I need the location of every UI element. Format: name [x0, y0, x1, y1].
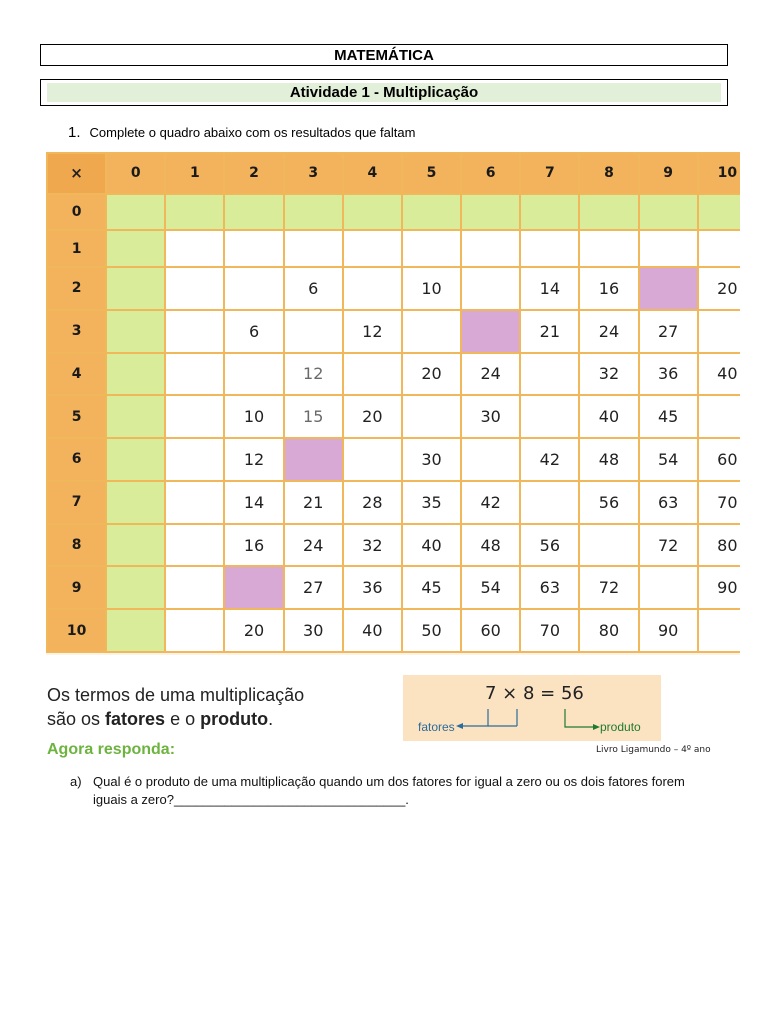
- subject-title-box: [40, 44, 728, 66]
- table-cell: [165, 310, 224, 353]
- table-cell: 45: [639, 395, 698, 438]
- table-cell: [343, 267, 402, 310]
- table-cell: [106, 230, 165, 267]
- terms-line-2: [47, 707, 304, 731]
- table-cell: 12: [224, 438, 283, 481]
- row-header: 8: [47, 524, 106, 567]
- table-cell: [698, 310, 740, 353]
- table-cell: 20: [343, 395, 402, 438]
- column-header: 4: [343, 153, 402, 194]
- terms-middle: e o: [165, 709, 201, 729]
- answer-section-title: Agora responda:: [47, 741, 176, 758]
- row-header: 5: [47, 395, 106, 438]
- instruction-text: Complete o quadro abaixo com os resultados que faltam: [89, 125, 416, 140]
- activity-title: Atividade 1 - Multiplicação: [289, 84, 479, 101]
- table-cell: 6: [224, 310, 283, 353]
- row-header: 2: [47, 267, 106, 310]
- highlighted-cell: [461, 310, 520, 353]
- table-cell: 21: [520, 310, 579, 353]
- table-cell: 90: [698, 566, 740, 609]
- table-cell: [402, 310, 461, 353]
- table-cell: 12: [343, 310, 402, 353]
- table-cell: 48: [579, 438, 638, 481]
- table-cell: 10: [224, 395, 283, 438]
- table-cell: 54: [461, 566, 520, 609]
- table-cell: 27: [284, 566, 343, 609]
- table-cell: 14: [224, 481, 283, 524]
- table-cell: 24: [579, 310, 638, 353]
- table-cell: [106, 609, 165, 652]
- highlighted-cell: [284, 438, 343, 481]
- table-cell: [165, 481, 224, 524]
- column-header: 8: [579, 153, 638, 194]
- table-cell: [284, 310, 343, 353]
- table-cell: [461, 194, 520, 231]
- table-cell: [106, 566, 165, 609]
- produto-label: produto: [600, 720, 641, 734]
- table-cell: [402, 194, 461, 231]
- table-cell: [402, 395, 461, 438]
- column-header: 6: [461, 153, 520, 194]
- table-cell: [520, 230, 579, 267]
- table-cell: 24: [284, 524, 343, 567]
- produto-arrow-line: [565, 709, 593, 727]
- row-header: 3: [47, 310, 106, 353]
- table-row: [47, 230, 740, 267]
- table-cell: 32: [579, 353, 638, 396]
- terms-prefix: são os: [47, 709, 106, 729]
- activity-title-band: [47, 83, 721, 102]
- table-cell: 36: [639, 353, 698, 396]
- instruction-number: 1.: [68, 124, 81, 141]
- question-label: a): [70, 774, 82, 789]
- source-citation: Livro Ligamundo – 4º ano: [596, 745, 711, 755]
- table-cell: [106, 194, 165, 231]
- table-cell: 63: [520, 566, 579, 609]
- table-cell: 20: [402, 353, 461, 396]
- multiplication-table-wrapper: [46, 152, 740, 655]
- table-cell: 70: [698, 481, 740, 524]
- table-cell: [343, 438, 402, 481]
- table-row: [47, 310, 740, 353]
- table-cell: [343, 353, 402, 396]
- highlighted-cell: [224, 566, 283, 609]
- table-cell: [284, 230, 343, 267]
- table-cell: 90: [639, 609, 698, 652]
- table-cell: 40: [579, 395, 638, 438]
- table-cell: 56: [579, 481, 638, 524]
- table-cell: 42: [461, 481, 520, 524]
- table-cell: 63: [639, 481, 698, 524]
- table-cell: 50: [402, 609, 461, 652]
- table-cell: [639, 230, 698, 267]
- table-cell: [579, 230, 638, 267]
- fatores-label: fatores: [418, 720, 455, 734]
- table-cell: [165, 230, 224, 267]
- table-cell: 40: [698, 353, 740, 396]
- produto-arrow-head: [593, 724, 600, 730]
- fatores-arrow-head: [456, 723, 463, 729]
- row-header: 10: [47, 609, 106, 652]
- column-header: 2: [224, 153, 283, 194]
- table-cell: [461, 267, 520, 310]
- table-row: [47, 395, 740, 438]
- table-cell: [698, 609, 740, 652]
- column-header: 10: [698, 153, 740, 194]
- terms-explanation: [47, 683, 304, 731]
- table-cell: 45: [402, 566, 461, 609]
- table-cell: 54: [639, 438, 698, 481]
- column-header: 9: [639, 153, 698, 194]
- question-text: Qual é o produto de uma multiplicação quando um dos fatores for igual a zero ou os dois fatores forem iguais a zero?________________________________.: [93, 774, 685, 807]
- table-cell: 20: [224, 609, 283, 652]
- table-cell: [698, 194, 740, 231]
- column-header: 0: [106, 153, 165, 194]
- table-cell: 30: [402, 438, 461, 481]
- row-header: 4: [47, 353, 106, 396]
- table-cell: 60: [461, 609, 520, 652]
- row-header: 6: [47, 438, 106, 481]
- table-cell: 72: [579, 566, 638, 609]
- table-cell: [579, 194, 638, 231]
- column-header: 1: [165, 153, 224, 194]
- table-cell: [165, 438, 224, 481]
- table-cell: 80: [698, 524, 740, 567]
- table-row: [47, 481, 740, 524]
- table-cell: [224, 353, 283, 396]
- table-cell: 27: [639, 310, 698, 353]
- table-cell: [106, 395, 165, 438]
- table-cell: [165, 267, 224, 310]
- table-cell: 30: [461, 395, 520, 438]
- row-header: 7: [47, 481, 106, 524]
- table-cell: [698, 230, 740, 267]
- table-cell: [106, 353, 165, 396]
- table-cell: 16: [224, 524, 283, 567]
- table-cell: [165, 609, 224, 652]
- table-cell: 40: [402, 524, 461, 567]
- table-row: [47, 438, 740, 481]
- table-row: [47, 353, 740, 396]
- table-cell: [698, 395, 740, 438]
- multiplication-table: [46, 152, 740, 653]
- table-cell: [224, 194, 283, 231]
- row-header: 0: [47, 194, 106, 231]
- table-cell: [106, 438, 165, 481]
- table-cell: 35: [402, 481, 461, 524]
- column-header: 5: [402, 153, 461, 194]
- fatores-arrow-line: [463, 709, 488, 726]
- table-cell: [106, 481, 165, 524]
- table-cell: 80: [579, 609, 638, 652]
- table-cell: [639, 194, 698, 231]
- table-cell: [343, 194, 402, 231]
- table-cell: 60: [698, 438, 740, 481]
- term-fatores: fatores: [105, 709, 166, 729]
- table-cell: [579, 524, 638, 567]
- table-row: [47, 267, 740, 310]
- table-cell: 32: [343, 524, 402, 567]
- table-cell: [224, 230, 283, 267]
- table-cell: 20: [698, 267, 740, 310]
- table-cell: 40: [343, 609, 402, 652]
- activity-title-box: [40, 79, 728, 106]
- column-header: 3: [284, 153, 343, 194]
- table-cell: [461, 438, 520, 481]
- table-cell: [402, 230, 461, 267]
- subject-title: MATEMÁTICA: [334, 46, 434, 64]
- table-row: [47, 524, 740, 567]
- table-cell: [461, 230, 520, 267]
- instruction: [68, 124, 415, 141]
- table-row: [47, 194, 740, 231]
- table-cell: [165, 194, 224, 231]
- table-cell: [284, 194, 343, 231]
- table-cell: 6: [284, 267, 343, 310]
- table-cell: [106, 310, 165, 353]
- row-header: 9: [47, 566, 106, 609]
- formula-expression: 7 × 8 = 56: [485, 683, 584, 704]
- table-cell: [520, 395, 579, 438]
- table-cell: [165, 566, 224, 609]
- table-cell: [520, 481, 579, 524]
- formula-box: [403, 675, 661, 741]
- table-cell: 56: [520, 524, 579, 567]
- table-cell: [520, 194, 579, 231]
- table-cell: [224, 267, 283, 310]
- table-cell: 72: [639, 524, 698, 567]
- table-cell: 48: [461, 524, 520, 567]
- table-cell: 21: [284, 481, 343, 524]
- table-cell: 10: [402, 267, 461, 310]
- terms-suffix: .: [268, 709, 274, 729]
- table-cell: [343, 230, 402, 267]
- table-cell: [165, 353, 224, 396]
- table-cell: 16: [579, 267, 638, 310]
- highlighted-cell: [639, 267, 698, 310]
- table-cell: 15: [284, 395, 343, 438]
- table-cell: 70: [520, 609, 579, 652]
- table-cell: [639, 566, 698, 609]
- table-cell: 36: [343, 566, 402, 609]
- table-corner-times: ×: [47, 153, 106, 194]
- table-cell: [165, 395, 224, 438]
- table-cell: 42: [520, 438, 579, 481]
- terms-line-1: Os termos de uma multiplicação: [47, 685, 305, 705]
- table-cell: [106, 524, 165, 567]
- table-row: [47, 566, 740, 609]
- table-cell: 12: [284, 353, 343, 396]
- table-cell: [520, 353, 579, 396]
- table-cell: [165, 524, 224, 567]
- table-cell: 28: [343, 481, 402, 524]
- column-header: 7: [520, 153, 579, 194]
- row-header: 1: [47, 230, 106, 267]
- table-cell: [106, 267, 165, 310]
- term-produto: produto: [200, 709, 269, 729]
- table-cell: 30: [284, 609, 343, 652]
- table-header-row: [47, 153, 740, 194]
- table-cell: 14: [520, 267, 579, 310]
- table-cell: 24: [461, 353, 520, 396]
- table-row: [47, 609, 740, 652]
